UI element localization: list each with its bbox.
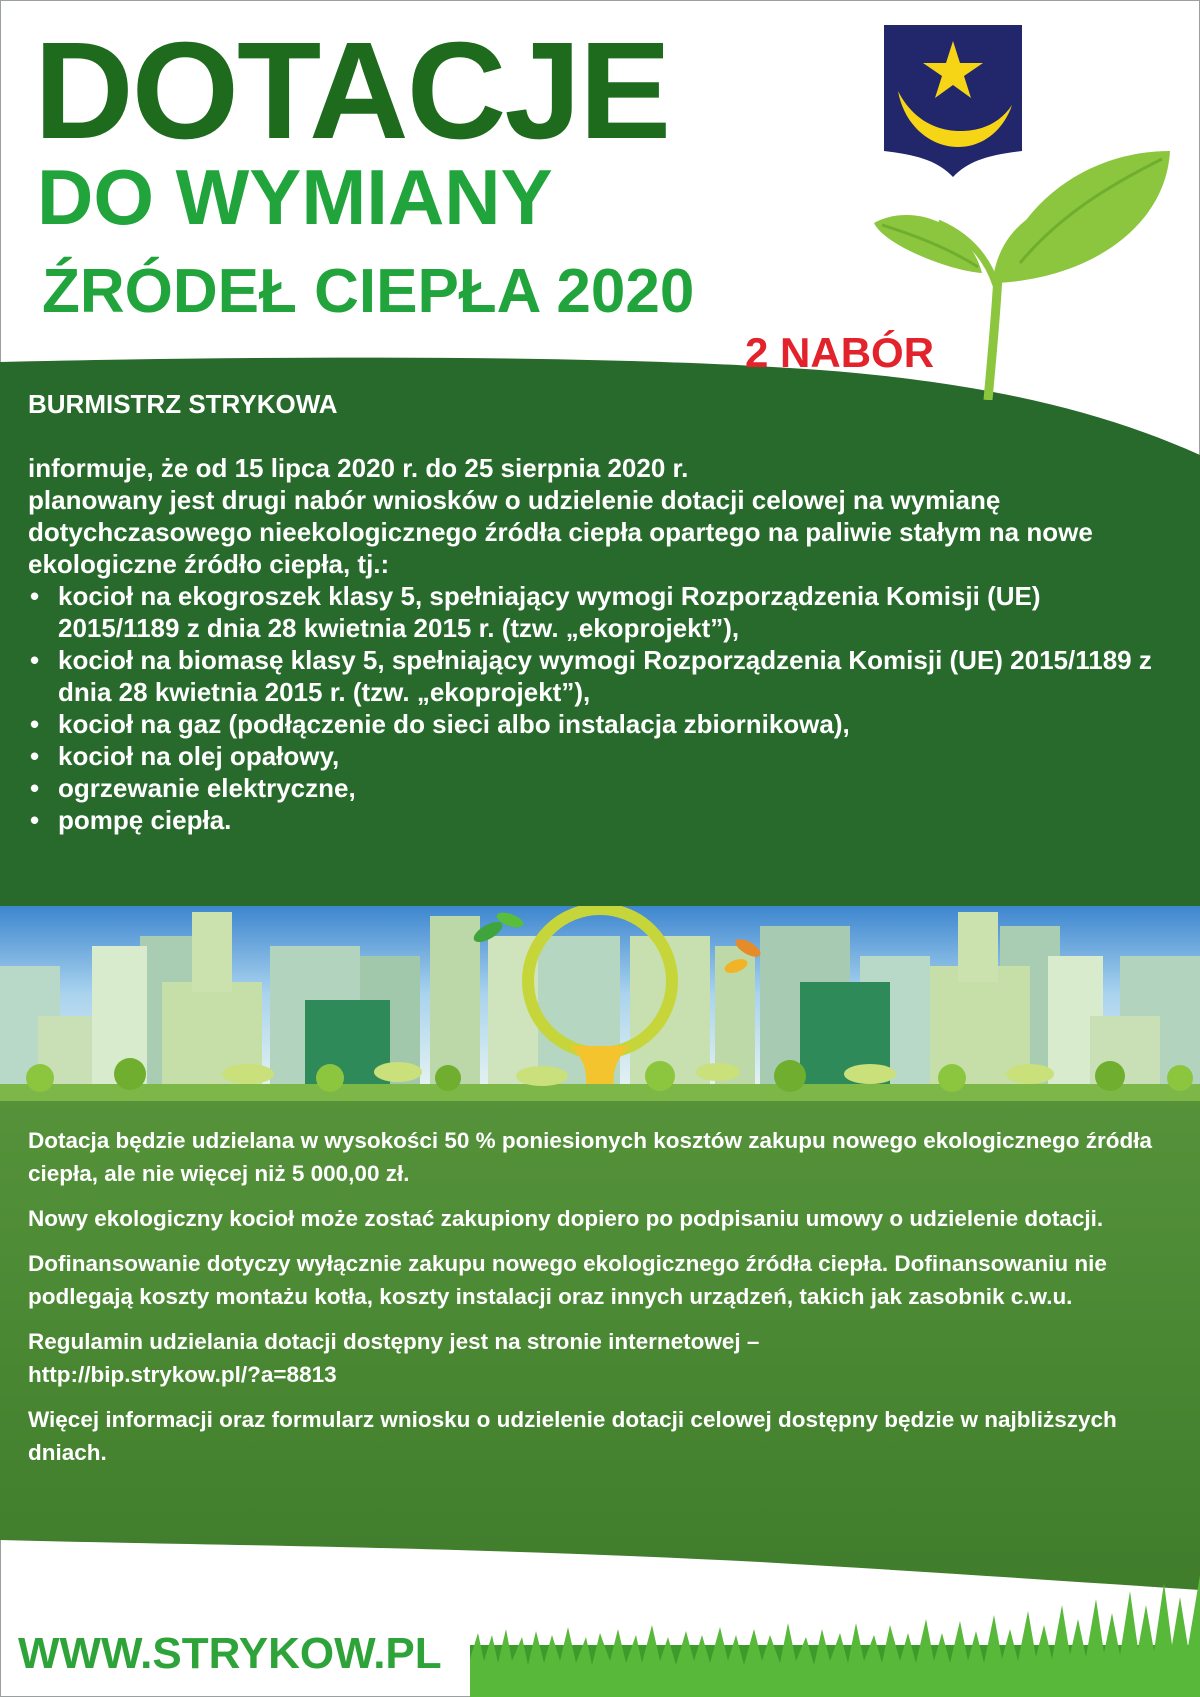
details-paragraph (28, 1325, 1168, 1391)
round-badge: 2 NABÓR (745, 329, 935, 376)
list-item: • kocioł na gaz (podłączenie do sieci albo instalacja zbiornikowa), (28, 708, 1168, 740)
list-item: • kocioł na ekogroszek klasy 5, spełniający wymogi Rozporządzenia Komisji (UE) 2015/1189 z dnia 28 kwietnia 2015 r. (tzw. „ekoprojekt”), (28, 580, 1168, 644)
website-link[interactable]: WWW.STRYKOW.PL (18, 1629, 442, 1678)
list-item: • kocioł na olej opałowy, (28, 740, 1168, 772)
announcement-section (28, 388, 1168, 836)
details-paragraph: Więcej informacji oraz formularz wniosku o udzielenie dotacji celowej dostępny będzie w najbliższych dniach. (28, 1407, 1117, 1465)
regulation-link[interactable]: http://bip.strykow.pl/?a=8813 (28, 1362, 337, 1387)
details-paragraph: Dofinansowanie dotyczy wyłącznie zakupu nowego ekologicznego źródła ciepła. Dofinansowaniu nie podlegają koszty montażu kotła, koszty instalacji oraz innych urządzeń, takich jak zasobnik c.w.u. (28, 1251, 1107, 1309)
title-do-wymiany: DO WYMIANY (37, 153, 553, 241)
details-paragraph: Dotacja będzie udzielana w wysokości 50 % poniesionych kosztów zakupu nowego ekologicznego źródła ciepła, ale nie więcej niż 5 000,00 zł. (28, 1128, 1152, 1186)
city-skyline-illustration (0, 906, 1200, 1101)
announcement-heading: BURMISTRZ STRYKOWA (28, 389, 338, 419)
title-zrodel-ciepla: ŹRÓDEŁ CIEPŁA 2020 (42, 257, 695, 326)
title-dotacje: DOTACJE (34, 14, 670, 168)
announcement-intro-body: planowany jest drugi nabór wniosków o udzielenie dotacji celowej na wymianę dotychczasowego nieekologicznego źródła ciepła opartego na paliwie stałym na nowe ekologiczne źródło ciepła, tj.: (28, 485, 1093, 579)
details-paragraph: Nowy ekologiczny kocioł może zostać zakupiony dopiero po podpisaniu umowy o udzielenie dotacji. (28, 1206, 1104, 1231)
list-item: • pompę ciepła. (28, 804, 1168, 836)
grass-illustration (470, 1575, 1200, 1697)
heat-source-list (28, 580, 1168, 836)
regulation-text: Regulamin udzielania dotacji dostępny jest na stronie internetowej – (28, 1329, 760, 1354)
list-item: • ogrzewanie elektryczne, (28, 772, 1168, 804)
list-item: • kocioł na biomasę klasy 5, spełniający wymogi Rozporządzenia Komisji (UE) 2015/1189 z dnia 28 kwietnia 2015 r. (tzw. „ekoprojekt”), (28, 644, 1168, 708)
announcement-intro-date: informuje, że od 15 lipca 2020 r. do 25 sierpnia 2020 r. (28, 453, 689, 483)
details-section (28, 1124, 1168, 1481)
